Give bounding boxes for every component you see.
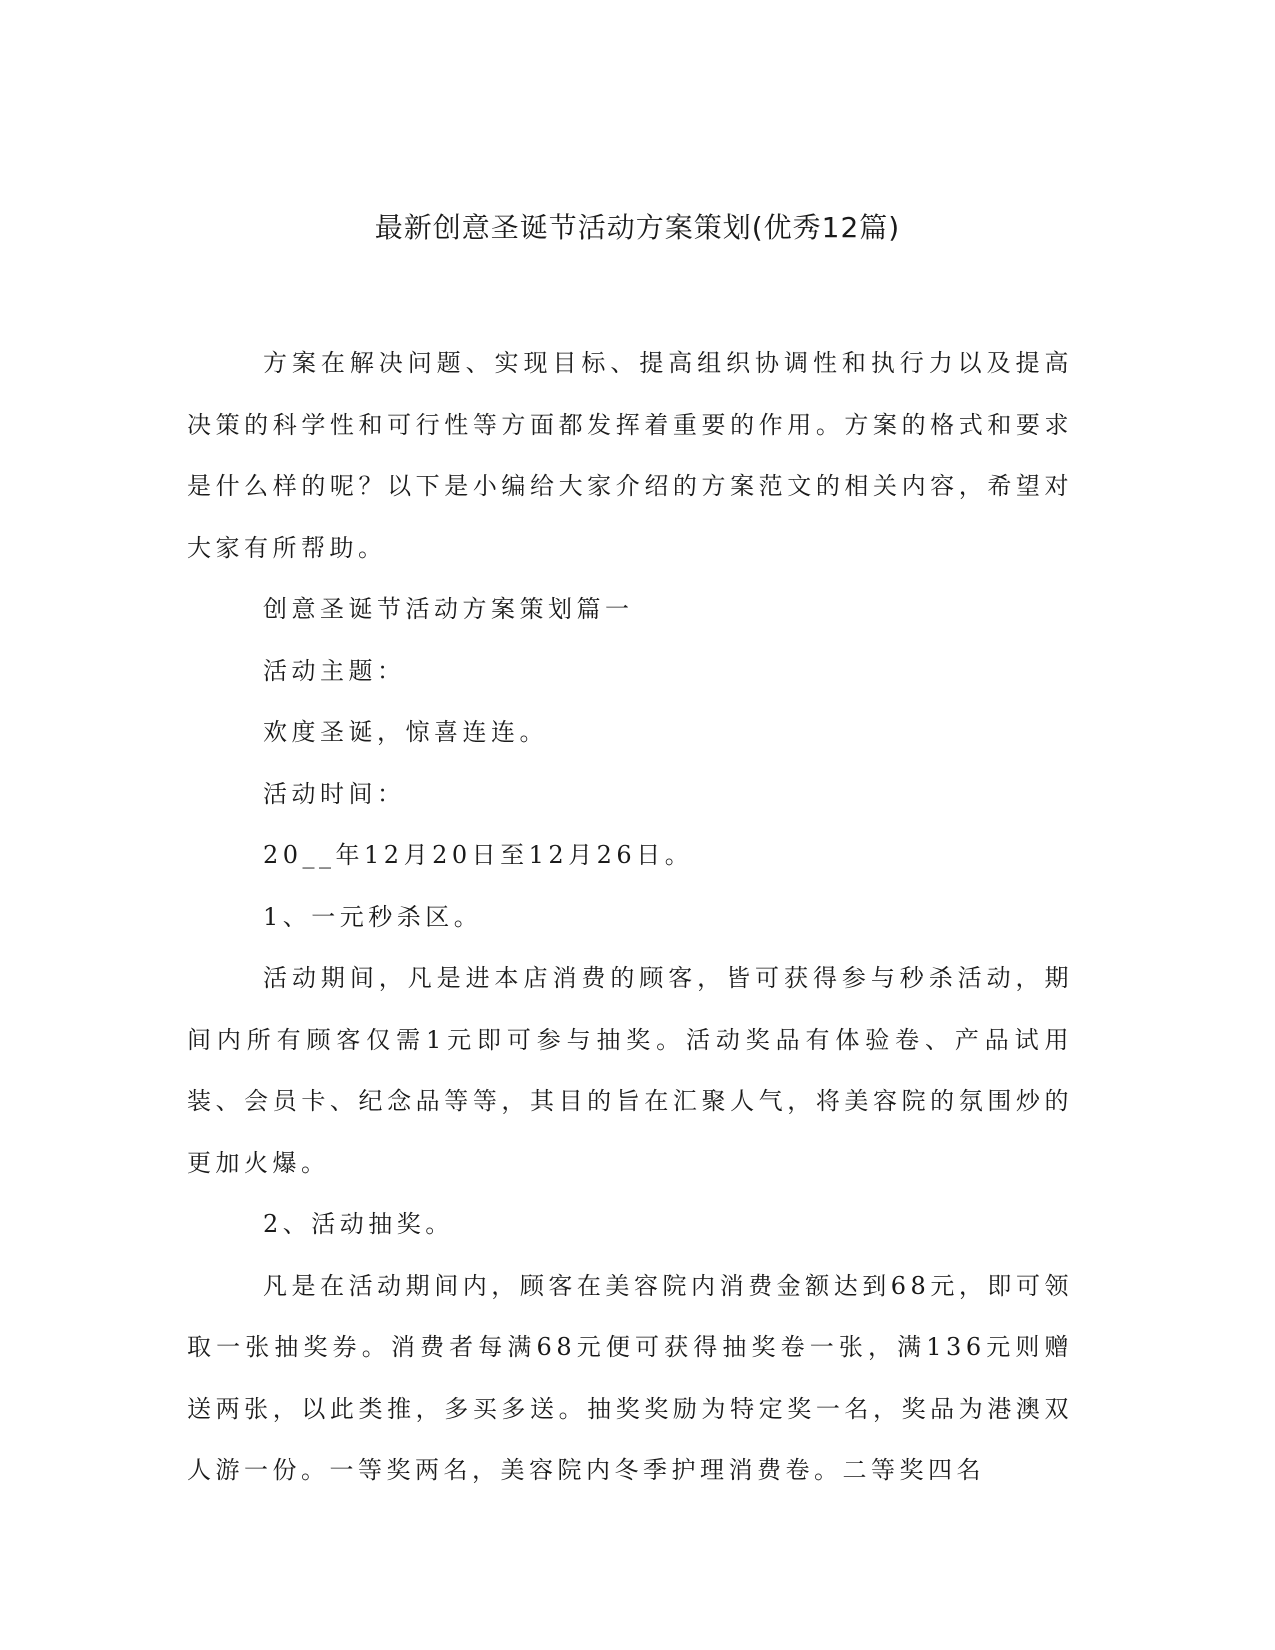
time-value: 20__年12月20日至12月26日。 bbox=[263, 841, 694, 869]
intro-paragraph: 方案在解决问题、实现目标、提高组织协调性和执行力以及提高决策的科学性和可行性等方面都发挥着重要的作用。方案的格式和要求是什么样的呢？以下是小编给大家介绍的方案范文的相关内容，希望对大家有所帮助。 bbox=[187, 349, 1073, 562]
item-2-paragraph: 凡是在活动期间内，顾客在美容院内消费金额达到68元，即可领取一张抽奖券。消费者每满68元便可获得抽奖卷一张，满136元则赠送两张，以此类推，多买多送。抽奖奖励为特定奖一名，奖品为港澳双人游一份。一等奖两名，美容院内冬季护理消费卷。二等奖四名 bbox=[187, 1271, 1073, 1484]
document-body bbox=[187, 333, 1073, 1502]
theme-value: 欢度圣诞，惊喜连连。 bbox=[263, 718, 548, 746]
section-heading: 创意圣诞节活动方案策划篇一 bbox=[263, 595, 634, 623]
item-2-heading: 2、活动抽奖。 bbox=[263, 1210, 454, 1238]
time-label: 活动时间： bbox=[263, 779, 406, 808]
item-1-paragraph: 活动期间，凡是进本店消费的顾客，皆可获得参与秒杀活动，期间内所有顾客仅需1元即可参与抽奖。活动奖品有体验卷、产品试用装、会员卡、纪念品等等，其目的旨在汇聚人气，将美容院的氛围炒的更加火爆。 bbox=[187, 964, 1073, 1177]
document-title: 最新创意圣诞节活动方案策划(优秀12篇) bbox=[374, 211, 901, 244]
item-1-heading: 1、一元秒杀区。 bbox=[263, 902, 483, 931]
theme-label: 活动主题： bbox=[263, 656, 406, 685]
